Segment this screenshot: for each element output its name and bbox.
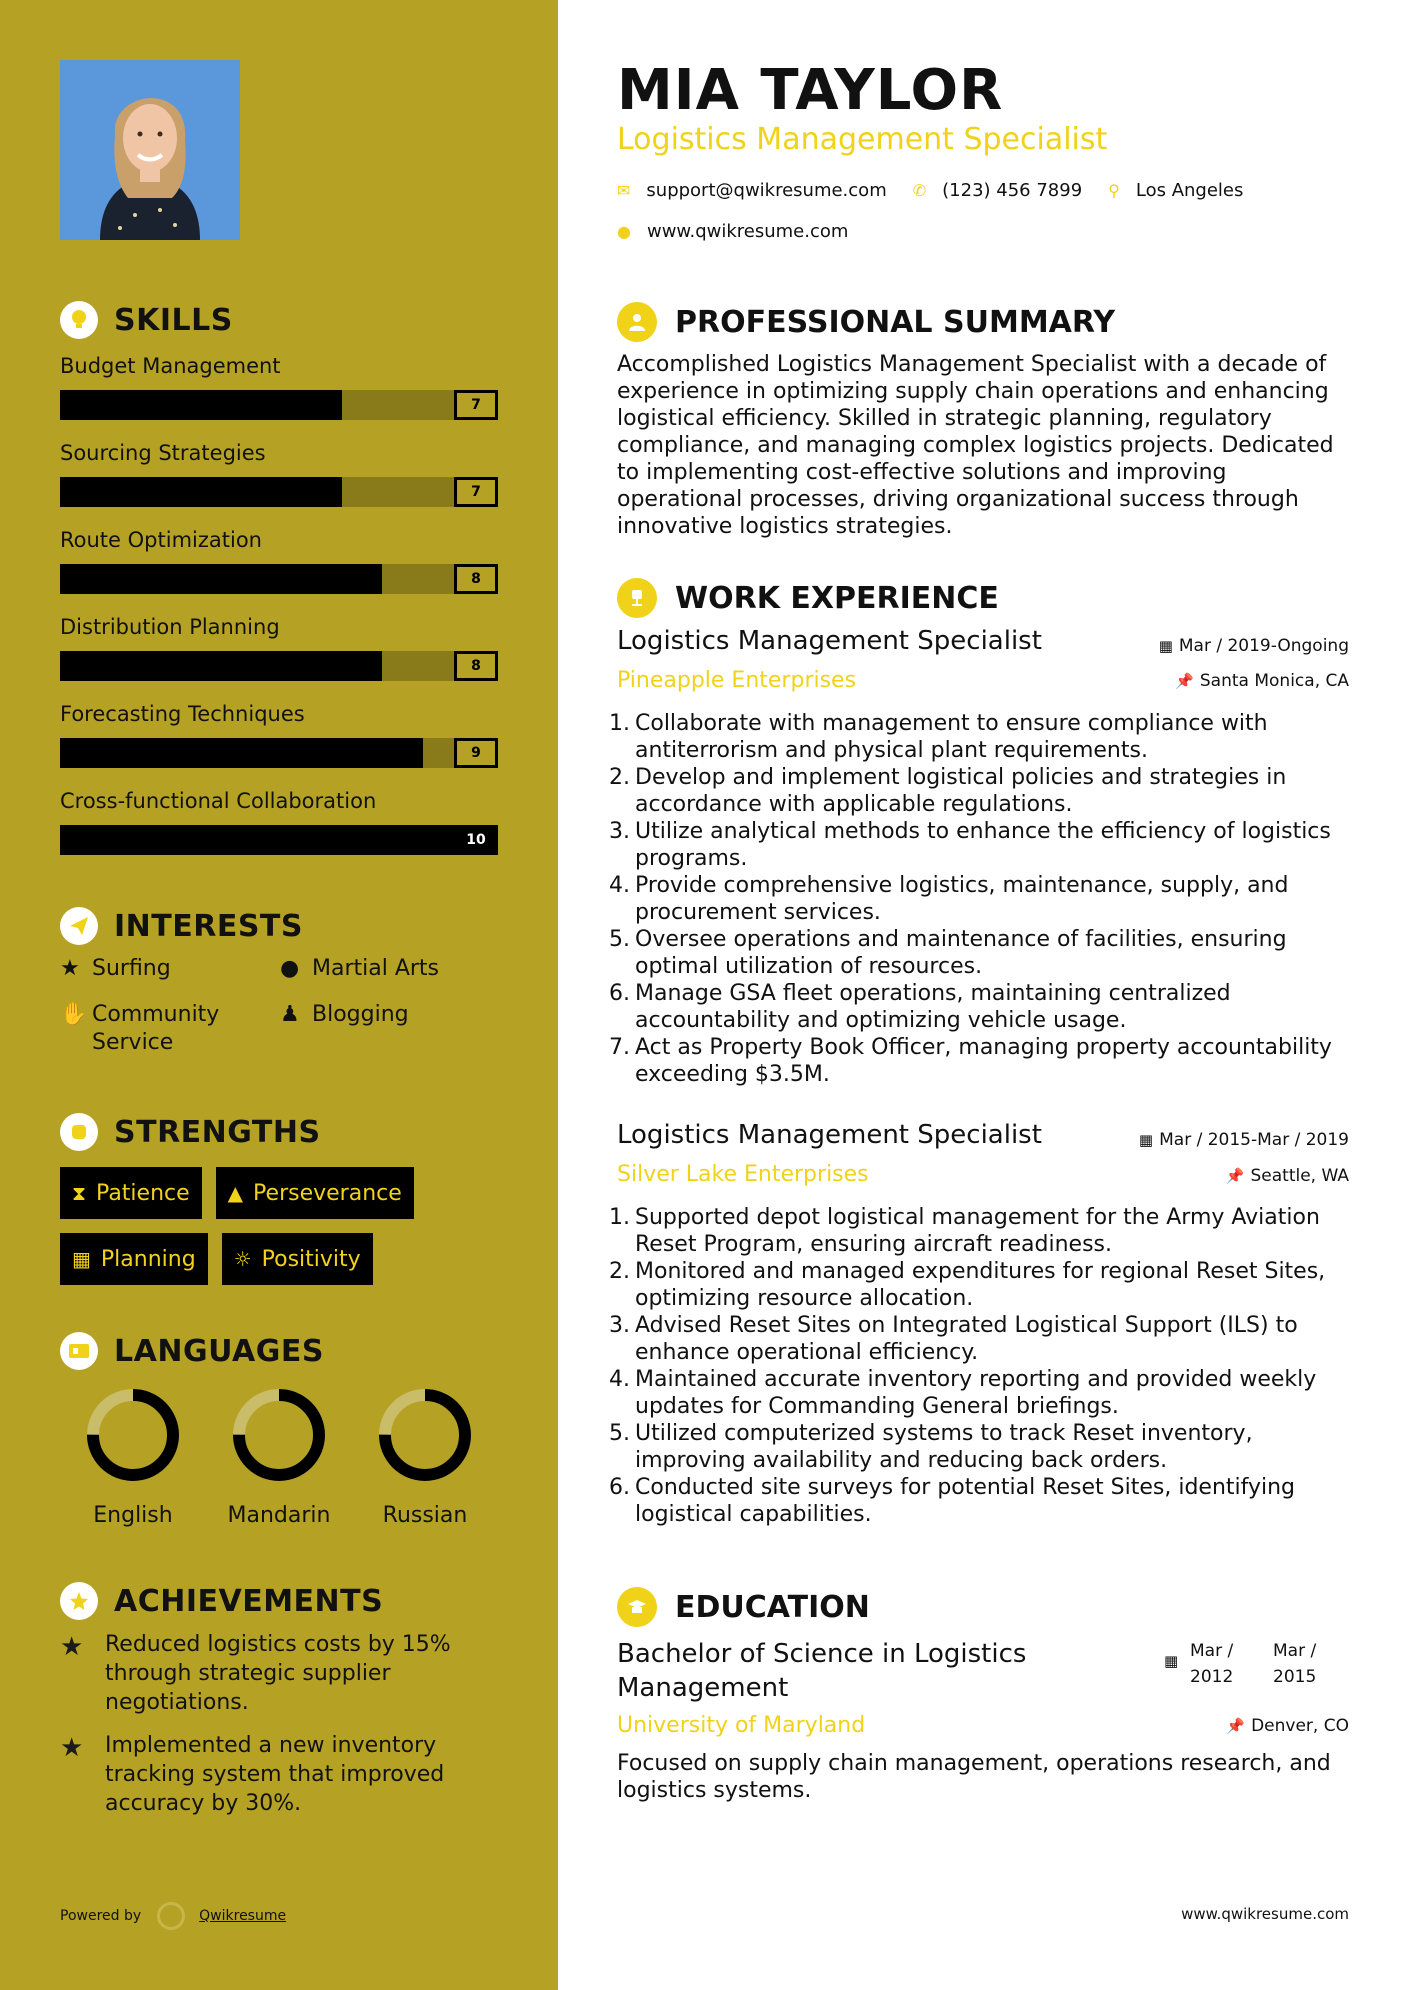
interest-item bbox=[60, 1001, 280, 1057]
achievements-heading bbox=[60, 1581, 383, 1621]
job-company: Silver Lake Enterprises bbox=[617, 1162, 869, 1187]
skill-bar bbox=[60, 390, 498, 420]
interests-list bbox=[60, 955, 500, 1057]
skill-name: Cross-functional Collaboration bbox=[60, 789, 377, 813]
user-icon bbox=[617, 302, 657, 342]
paper-plane-icon bbox=[60, 907, 98, 945]
job-bullet-text: Supported depot logistical management for the Army Aviation Reset Program, ensuring aircraft readiness. bbox=[635, 1205, 1320, 1257]
experience-heading bbox=[617, 576, 999, 620]
pushpin-icon: 📌 bbox=[1225, 1167, 1245, 1185]
footer-url[interactable]: www.qwikresume.com bbox=[1181, 1905, 1349, 1923]
strengths-list bbox=[60, 1167, 500, 1285]
skill-bar-fill bbox=[60, 738, 423, 768]
pushpin-icon: 📌 bbox=[1175, 672, 1194, 690]
experience-title: WORK EXPERIENCE bbox=[675, 580, 999, 616]
job-bullet: 3. Utilize analytical methods to enhance the efficiency of logistics programs. bbox=[617, 818, 1349, 872]
globe-icon: ● bbox=[617, 222, 631, 241]
education-location-text: Denver, CO bbox=[1251, 1716, 1349, 1736]
skill-name: Distribution Planning bbox=[60, 615, 280, 639]
achievements-title: ACHIEVEMENTS bbox=[114, 1583, 384, 1619]
website-row bbox=[617, 221, 848, 242]
education-heading bbox=[617, 1585, 870, 1629]
job-bullet-text: Collaborate with management to ensure compliance with antiterrorism and physical plant requirements. bbox=[635, 711, 1268, 763]
achievement-text: Implemented a new inventory tracking system that improved accuracy by 30%. bbox=[105, 1733, 445, 1816]
skill-item bbox=[60, 524, 500, 611]
skill-item bbox=[60, 698, 500, 785]
hand-icon: ✋ bbox=[60, 1002, 88, 1027]
group-icon: ♟ bbox=[280, 1002, 300, 1027]
job-bullet: 4. Provide comprehensive logistics, maintenance, supply, and procurement services. bbox=[617, 872, 1349, 926]
job-title: Logistics Management Specialist bbox=[617, 1120, 1042, 1150]
office-chair-icon bbox=[617, 578, 657, 618]
job-bullet: 5. Oversee operations and maintenance of facilities, ensuring optimal utilization of resources. bbox=[617, 926, 1349, 980]
language-ring bbox=[375, 1385, 475, 1485]
language-ring bbox=[83, 1385, 183, 1485]
job-dates-text: Mar / 2015-Mar / 2019 bbox=[1159, 1130, 1349, 1150]
job-bullet: 5. Utilized computerized systems to track Reset inventory, improving availability and reducing back orders. bbox=[617, 1420, 1349, 1474]
achievement-item bbox=[60, 1731, 500, 1818]
skill-bar bbox=[60, 564, 498, 594]
skill-bar bbox=[60, 651, 498, 681]
strength-chip bbox=[60, 1233, 208, 1285]
language-name: English bbox=[93, 1503, 173, 1528]
powered-by-link[interactable]: Qwikresume bbox=[199, 1908, 287, 1924]
phone-icon: ✆ bbox=[912, 181, 927, 200]
job-bullet-text: Maintained accurate inventory reporting and provided weekly updates for Commanding General briefings. bbox=[635, 1367, 1317, 1419]
skill-score: 9 bbox=[454, 738, 498, 768]
language-item bbox=[60, 1385, 206, 1528]
contact-website[interactable]: www.qwikresume.com bbox=[646, 221, 849, 242]
strengths-title: STRENGTHS bbox=[114, 1114, 321, 1150]
interest-label: Surfing bbox=[92, 956, 171, 981]
skill-bar bbox=[60, 825, 498, 855]
candidate-name: MIA TAYLOR bbox=[617, 58, 1004, 123]
skill-bar-fill bbox=[60, 564, 382, 594]
job-bullet: 1. Supported depot logistical management for the Army Aviation Reset Program, ensuring aircraft readiness. bbox=[617, 1204, 1349, 1258]
lightbulb-icon bbox=[60, 301, 98, 339]
graduate-icon bbox=[617, 1587, 657, 1627]
job-bullet-text: Provide comprehensive logistics, maintenance, supply, and procurement services. bbox=[635, 873, 1289, 925]
profile-photo bbox=[60, 60, 240, 240]
job-bullet-text: Utilized computerized systems to track Reset inventory, improving availability and reducing back orders. bbox=[635, 1421, 1253, 1473]
skill-bar-fill bbox=[60, 651, 382, 681]
location-pin-icon: ⚲ bbox=[1108, 181, 1120, 200]
job-dates bbox=[1159, 636, 1349, 656]
interest-label: Martial Arts bbox=[312, 956, 440, 981]
calendar-icon: ▦ bbox=[1158, 637, 1173, 655]
languages-heading bbox=[60, 1331, 324, 1371]
language-ring bbox=[229, 1385, 329, 1485]
achievement-text: Reduced logistics costs by 15% through strategic supplier negotiations. bbox=[105, 1632, 451, 1715]
strength-chip bbox=[216, 1167, 414, 1219]
shooting-star-icon: ★ bbox=[60, 1632, 84, 1662]
job-bullet: 2. Monitored and managed expenditures for regional Reset Sites, optimizing resource allocation. bbox=[617, 1258, 1349, 1312]
job-location bbox=[1226, 1166, 1349, 1186]
job-bullet-text: Monitored and managed expenditures for regional Reset Sites, optimizing resource allocation. bbox=[635, 1259, 1326, 1311]
skill-name: Route Optimization bbox=[60, 528, 262, 552]
strength-chip bbox=[60, 1167, 202, 1219]
interest-item bbox=[280, 955, 500, 983]
envelope-icon: ✉ bbox=[617, 181, 631, 200]
job-bullet-text: Utilize analytical methods to enhance the efficiency of logistics programs. bbox=[635, 819, 1331, 871]
skills-list bbox=[60, 350, 500, 872]
skill-bar-fill bbox=[60, 825, 498, 855]
achievement-item bbox=[60, 1630, 500, 1717]
qwikresume-logo-icon bbox=[157, 1902, 185, 1930]
education-end: Mar / 2015 bbox=[1273, 1641, 1317, 1687]
education-location bbox=[1226, 1716, 1349, 1736]
summary-title: PROFESSIONAL SUMMARY bbox=[675, 304, 1116, 340]
language-item bbox=[352, 1385, 498, 1528]
strength-label: Positivity bbox=[261, 1246, 361, 1272]
skill-name: Forecasting Techniques bbox=[60, 702, 305, 726]
job-dates bbox=[1139, 1130, 1349, 1150]
job-bullet-text: Act as Property Book Officer, managing property accountability exceeding $3.5M. bbox=[635, 1035, 1332, 1087]
globe-icon: ● bbox=[280, 956, 300, 981]
achievements-list bbox=[60, 1630, 500, 1832]
road-icon: ▲ bbox=[227, 1181, 244, 1205]
pushpin-icon: 📌 bbox=[1226, 1717, 1246, 1735]
education-title: EDUCATION bbox=[675, 1589, 870, 1625]
degree-title: Bachelor of Science in Logistics Management bbox=[617, 1639, 1027, 1703]
language-card-icon bbox=[60, 1332, 98, 1370]
skill-item bbox=[60, 611, 500, 698]
school-name: University of Maryland bbox=[617, 1713, 866, 1738]
job-title: Logistics Management Specialist bbox=[617, 626, 1042, 656]
contact-phone[interactable]: (123) 456 7899 bbox=[942, 180, 1083, 201]
summary-heading bbox=[617, 300, 1115, 344]
job-dates-text: Mar / 2019-Ongoing bbox=[1178, 636, 1349, 656]
skill-bar bbox=[60, 477, 498, 507]
skill-item bbox=[60, 437, 500, 524]
skill-bar-fill bbox=[60, 477, 342, 507]
job-bullet: 6. Conducted site surveys for potential Reset Sites, identifying logistical capabilities. bbox=[617, 1474, 1349, 1528]
summary-text: Accomplished Logistics Management Specialist with a decade of experience in optimizing supply chain operations and enhancing logistical efficiency. Skilled in strategic planning, regulatory compliance, and managing complex logistics projects. Dedicated to implementing cost-effective solutions and improving operational processes, driving organizational success through innovative logistics strategies. bbox=[617, 352, 1334, 539]
job-location-text: Seattle, WA bbox=[1250, 1166, 1349, 1186]
job-bullet-text: Manage GSA fleet operations, maintaining centralized accountability and optimizing vehicle usage. bbox=[635, 981, 1231, 1033]
languages-title: LANGUAGES bbox=[114, 1333, 324, 1369]
skill-name: Sourcing Strategies bbox=[60, 441, 266, 465]
job-bullet-text: Oversee operations and maintenance of facilities, ensuring optimal utilization of resources. bbox=[635, 927, 1287, 979]
skill-score: 7 bbox=[454, 477, 498, 507]
job-bullets bbox=[609, 1204, 1349, 1528]
fist-icon bbox=[60, 1113, 98, 1151]
powered-by bbox=[60, 1902, 286, 1930]
job-bullet: 7. Act as Property Book Officer, managing property accountability exceeding $3.5M. bbox=[617, 1034, 1349, 1088]
skill-bar bbox=[60, 738, 498, 768]
skills-title: SKILLS bbox=[114, 302, 233, 338]
shooting-star-icon: ★ bbox=[60, 1733, 84, 1763]
trophy-star-icon bbox=[60, 1582, 98, 1620]
strength-label: Planning bbox=[100, 1246, 196, 1272]
interest-label: Community Service bbox=[92, 1002, 220, 1055]
interests-title: INTERESTS bbox=[114, 908, 303, 944]
job-bullet-text: Conducted site surveys for potential Reset Sites, identifying logistical capabilities. bbox=[635, 1475, 1296, 1527]
skill-item bbox=[60, 350, 500, 437]
job-bullet-text: Advised Reset Sites on Integrated Logistical Support (ILS) to enhance operational efficiency. bbox=[635, 1313, 1298, 1365]
strength-label: Patience bbox=[96, 1180, 190, 1206]
skill-bar-fill bbox=[60, 390, 342, 420]
language-name: Russian bbox=[382, 1503, 468, 1528]
interest-item bbox=[280, 1001, 500, 1057]
contact-row bbox=[617, 180, 1243, 201]
job-bullet: 6. Manage GSA fleet operations, maintaining centralized accountability and optimizing vehicle usage. bbox=[617, 980, 1349, 1034]
powered-by-label: Powered by bbox=[60, 1908, 142, 1924]
calendar-icon: ▦ bbox=[1138, 1131, 1154, 1149]
skill-score: 8 bbox=[454, 564, 498, 594]
hourglass-icon: ⧗ bbox=[72, 1181, 87, 1205]
sidebar bbox=[0, 0, 558, 1990]
language-name: Mandarin bbox=[227, 1503, 331, 1528]
education-description: Focused on supply chain management, operations research, and logistics systems. bbox=[617, 1751, 1331, 1803]
star-icon: ★ bbox=[60, 956, 80, 981]
skill-score: 7 bbox=[454, 390, 498, 420]
skills-heading bbox=[60, 300, 233, 340]
strengths-heading bbox=[60, 1112, 321, 1152]
job-bullet: 2. Develop and implement logistical policies and strategies in accordance with applicable regulations. bbox=[617, 764, 1349, 818]
sun-icon: ☼ bbox=[233, 1247, 252, 1271]
candidate-title: Logistics Management Specialist bbox=[617, 122, 1108, 157]
interest-item bbox=[60, 955, 280, 983]
job-bullets bbox=[609, 710, 1349, 1088]
strength-label: Perseverance bbox=[253, 1180, 402, 1206]
education-start: Mar / 2012 bbox=[1190, 1641, 1234, 1687]
calendar-icon: ▦ bbox=[72, 1247, 91, 1271]
job-location bbox=[1175, 671, 1349, 691]
job-bullet-text: Develop and implement logistical policies and strategies in accordance with applicable regulations. bbox=[635, 765, 1287, 817]
job-bullet: 3. Advised Reset Sites on Integrated Logistical Support (ILS) to enhance operational efficiency. bbox=[617, 1312, 1349, 1366]
skill-name: Budget Management bbox=[60, 354, 281, 378]
interests-heading bbox=[60, 906, 303, 946]
job-bullet: 1. Collaborate with management to ensure compliance with antiterrorism and physical plant requirements. bbox=[617, 710, 1349, 764]
skill-item bbox=[60, 785, 500, 872]
calendar-icon: ▦ bbox=[1164, 1652, 1179, 1670]
interest-label: Blogging bbox=[312, 1002, 409, 1027]
strength-chip bbox=[222, 1233, 373, 1285]
languages-list bbox=[60, 1385, 500, 1528]
skill-score: 8 bbox=[454, 651, 498, 681]
contact-email[interactable]: support@qwikresume.com bbox=[646, 180, 887, 201]
skill-score: 10 bbox=[454, 825, 498, 855]
job-location-text: Santa Monica, CA bbox=[1199, 671, 1349, 691]
job-bullet: 4. Maintained accurate inventory reporting and provided weekly updates for Commanding General briefings. bbox=[617, 1366, 1349, 1420]
job-company: Pineapple Enterprises bbox=[617, 668, 857, 693]
language-item bbox=[206, 1385, 352, 1528]
contact-location: Los Angeles bbox=[1135, 180, 1244, 201]
